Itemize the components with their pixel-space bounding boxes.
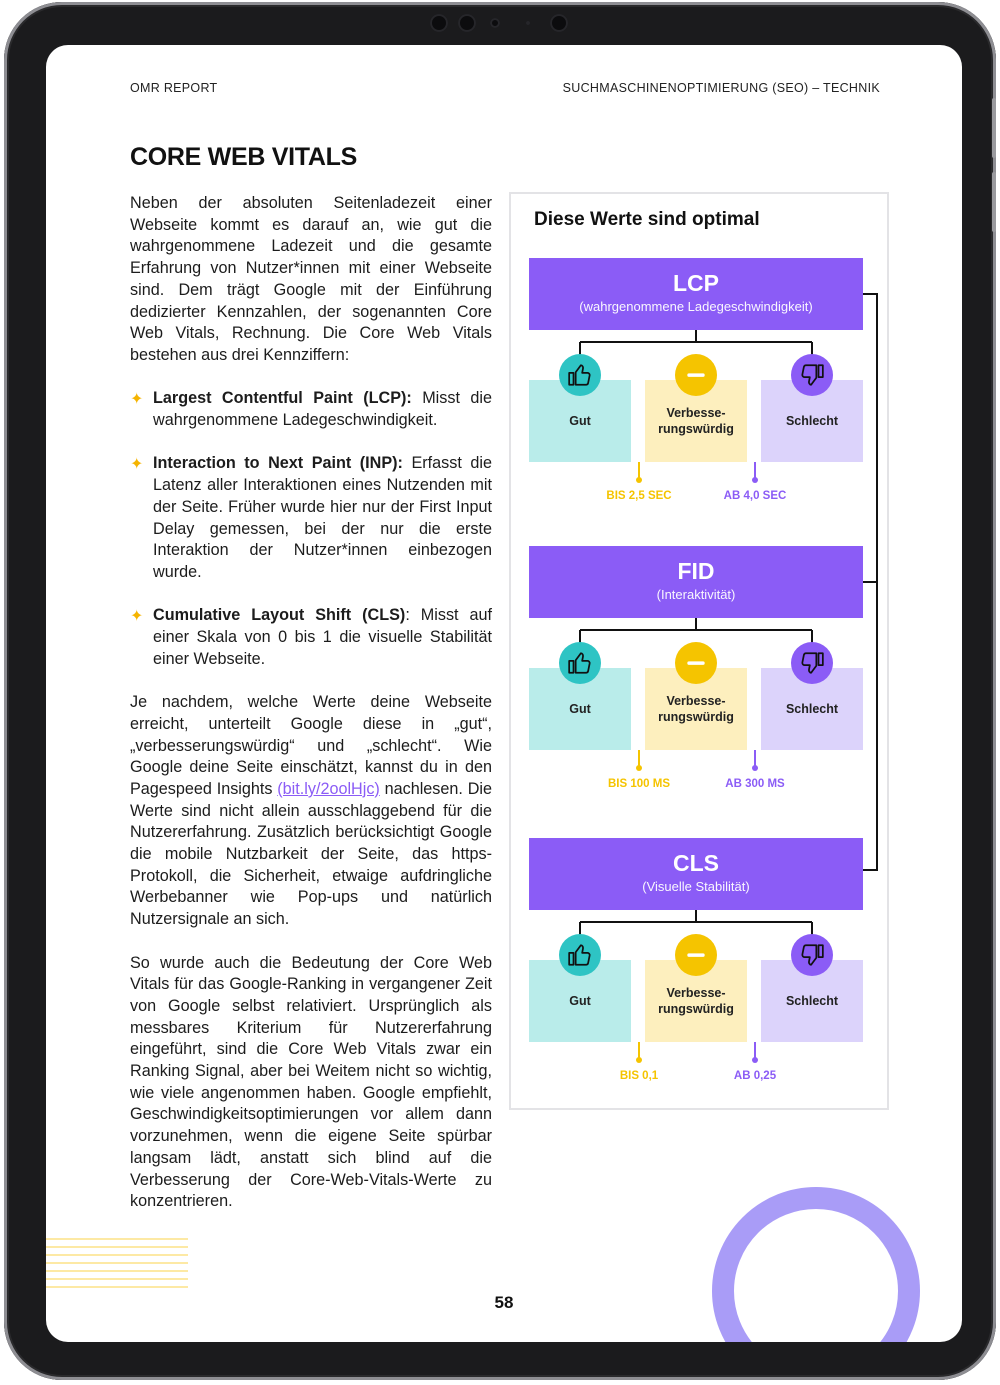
- rating-card-mid: Verbesse- rungswürdig: [645, 960, 747, 1042]
- star-icon: ✦: [130, 456, 144, 474]
- thumbs-down-icon: [791, 354, 833, 396]
- metric-box-fid: [529, 546, 863, 618]
- sensor-icon: [526, 21, 530, 25]
- header-right: SUCHMASCHINENOPTIMIERUNG (SEO) – TECHNIK: [562, 81, 880, 95]
- rating-card-bad: Schlecht: [761, 960, 863, 1042]
- tree-connector: [580, 618, 812, 644]
- paragraph-2: [130, 692, 492, 931]
- thumbs-up-icon: [559, 642, 601, 684]
- paragraph-3: So wurde auch die Bedeutung der Core Web Vitals für das Google-Ranking in vergangener Zeit von Google selbst relativiert. Ursprünglich als messbares Kriterium für Nutzererfahrung eingeführt, sind die Core Web Vitals zwar ein Ranking Signal, aber bei Weitem nicht so wichtig, wie viele angenommen haben. Google empfiehlt, Geschwindigkeitsoptimierungen vor allem dann vorzunehmen, wenn die eigene Seite spürbar langsam lädt, anstatt sich blind auf die Verbesserung der Core-Web-Vitals-Werte zu konzentrieren.: [130, 953, 492, 1211]
- thumbs-up-icon: [559, 934, 601, 976]
- page-title: CORE WEB VITALS: [130, 143, 357, 171]
- bullet-term: Cumulative Layout Shift (CLS): [153, 606, 406, 625]
- camera-icon: [430, 14, 448, 32]
- metric-subtitle: (Visuelle Stabilität): [642, 879, 750, 894]
- volume-button: [992, 98, 996, 158]
- camera-bar: [424, 12, 584, 36]
- star-icon: ✦: [130, 391, 144, 409]
- page-number: 58: [494, 1293, 514, 1312]
- header-left: OMR REPORT: [130, 81, 218, 95]
- rating-card-good: Gut: [529, 380, 631, 462]
- intro-paragraph: Neben der absoluten Seitenladezeit einer Webseite kommt es darauf an, wie gut die wahrgenommene Ladezeit und die gesamte Erfahrung von Nutzer*innen mit einer Webseite sind. Dem trägt Google mit der Einführung dedizierter Kennzahlen, der sogenannten Core Web Vitals, Rechnung. Die Core Web Vitals bestehen aus drei Kennziffern:: [130, 194, 492, 364]
- camera-icon: [550, 14, 568, 32]
- thumbs-up-icon: [559, 354, 601, 396]
- rating-card-good: Gut: [529, 960, 631, 1042]
- thumbs-down-icon: [791, 642, 833, 684]
- bullet-term: Largest Contentful Paint (LCP):: [153, 389, 412, 408]
- bullet-inp: [130, 453, 492, 583]
- bullet-text: Misst die wahrgenommene Ladegeschwindigkeit.: [153, 389, 492, 430]
- threshold-good: BIS 2,5 SEC: [606, 490, 672, 502]
- core-web-vitals-panel: [509, 192, 889, 1110]
- rating-card-mid: Verbesse- rungswürdig: [645, 668, 747, 750]
- threshold-good: BIS 0,1: [619, 1070, 659, 1082]
- bullet-cls: [130, 605, 492, 670]
- threshold-dot: [636, 765, 642, 771]
- metric-box-cls: [529, 838, 863, 910]
- page: [46, 45, 962, 1342]
- volume-button: [992, 172, 996, 232]
- text-column: [130, 193, 492, 1235]
- sensor-icon: [490, 18, 500, 28]
- metric-name: FID: [677, 558, 715, 584]
- minus-icon: [675, 642, 717, 684]
- panel-title: Diese Werte sind optimal: [534, 209, 760, 230]
- metric-box-lcp: [529, 258, 863, 330]
- threshold-dot: [752, 477, 758, 483]
- camera-icon: [458, 14, 476, 32]
- metric-subtitle: (Interaktivität): [656, 587, 736, 602]
- bullet-term: Interaction to Next Paint (INP):: [153, 454, 403, 473]
- metric-subtitle: (wahrgenommene Ladegeschwindigkeit): [579, 299, 813, 314]
- rating-card-bad: Schlecht: [761, 668, 863, 750]
- pagespeed-link[interactable]: (bit.ly/2oolHjc): [277, 779, 380, 798]
- threshold-dot: [636, 1057, 642, 1063]
- rating-card-good: Gut: [529, 668, 631, 750]
- threshold-dot: [752, 765, 758, 771]
- bullet-text: : Misst auf einer Skala von 0 bis 1 die visuelle Stabilität einer Webseite.: [153, 606, 492, 668]
- minus-icon: [675, 934, 717, 976]
- paragraph-text: nachlesen. Die Werte sind nicht allein ausschlaggebend für die Nutzererfahrung. Zusätzlich berücksichtigt Google die mobile Nutzbarkeit der Seite, das https-Protokoll, die Sicherheit, etwaige aufdringliche Werbebanner wie Pop-ups und natürlich Nutzersignale an sich.: [130, 779, 492, 929]
- bullet-lcp: [130, 388, 492, 431]
- rating-card-bad: Schlecht: [761, 380, 863, 462]
- minus-icon: [675, 354, 717, 396]
- tree-connector: [580, 330, 812, 356]
- metric-name: LCP: [673, 270, 719, 296]
- threshold-good: BIS 100 MS: [608, 778, 670, 790]
- threshold-dot: [636, 477, 642, 483]
- tree-connector: [580, 910, 812, 936]
- threshold-bad: AB 4,0 SEC: [723, 490, 787, 502]
- metric-name: CLS: [673, 850, 719, 876]
- bullet-text: Erfasst die Latenz aller Interaktionen eines Nutzenden mit der Seite. Früher wurde hier nur der First Input Delay gemessen, bei der nur die erste Interaktion der Nutzer*innen einbezogen wurde.: [153, 454, 492, 581]
- rating-card-mid: Verbesse- rungswürdig: [645, 380, 747, 462]
- decorative-ring: [712, 1187, 920, 1342]
- decorative-stripes: [46, 1238, 188, 1290]
- threshold-bad: AB 0,25: [733, 1070, 777, 1082]
- threshold-bad: AB 300 MS: [725, 778, 785, 790]
- paragraph-text: Je nachdem, welche Werte deine Webseite erreicht, unterteilt Google diese in „gut“, „verbesserungswürdig“ und „schlecht“. Wie Google deine Seite einschätzt, kannst du in den Pagespeed Insights: [130, 693, 492, 798]
- tablet-frame: [4, 2, 996, 1380]
- thumbs-down-icon: [791, 934, 833, 976]
- star-icon: ✦: [130, 608, 144, 626]
- threshold-dot: [752, 1057, 758, 1063]
